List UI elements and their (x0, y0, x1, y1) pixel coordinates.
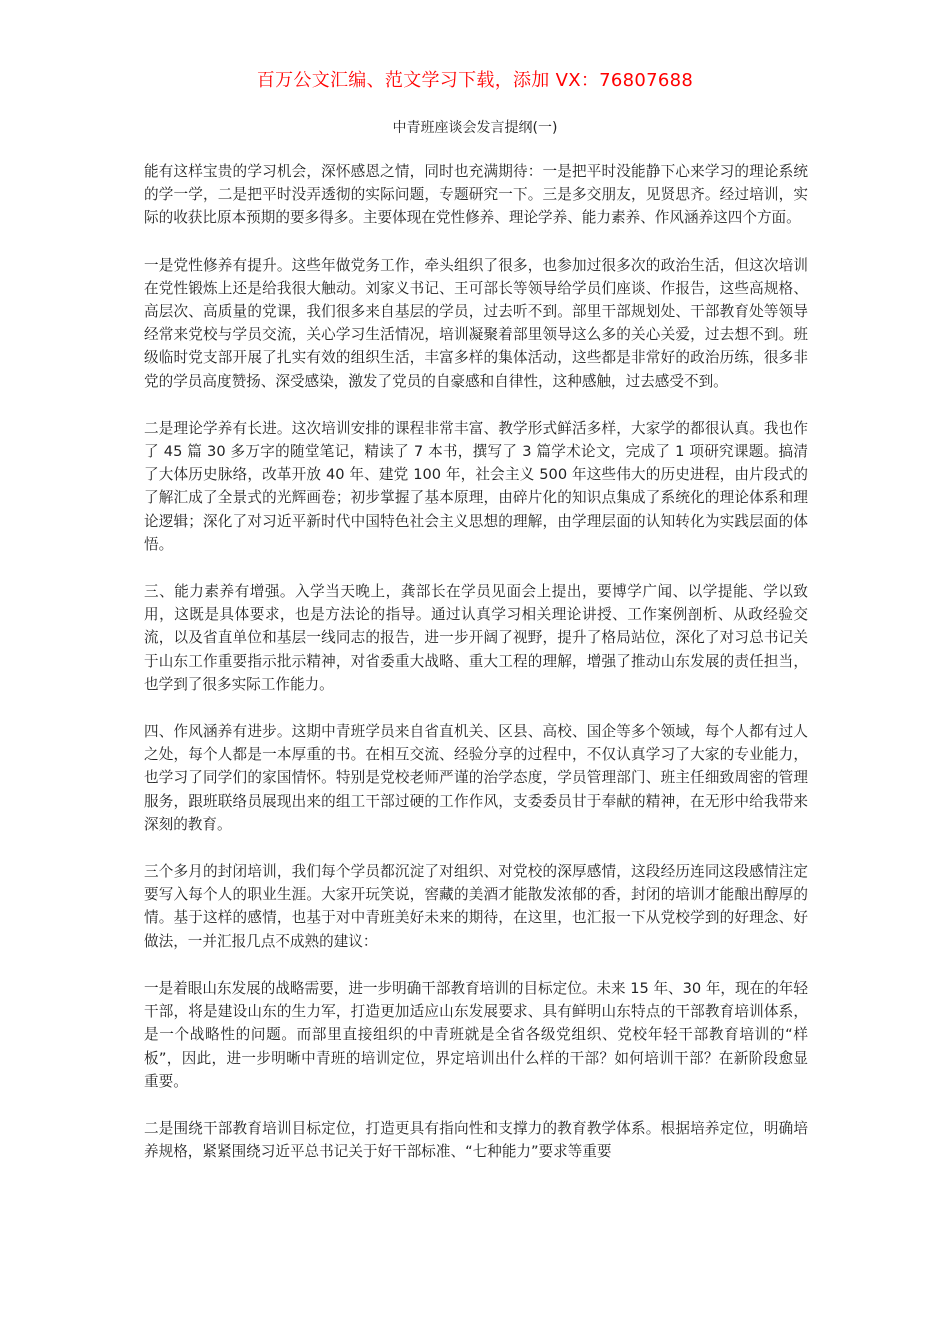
paragraph-closed-training: 三个多月的封闭培训，我们每个学员都沉淀了对组织、对党校的深厚感情，这段经历连同这段感情注定要写入每个人的职业生涯。大家开玩笑说，窖藏的美酒才能散发浓郁的香，封闭的培训才能酿出醇厚的情。基于这样的感情，也基于对中青班美好未来的期待，在这里，也汇报一下从党校学到的好理念、好做法，一并汇报几点不成熟的建议： (144, 863, 808, 950)
promo-banner: 百万公文汇编、范文学习下载，添加 VX：76807688 (256, 70, 694, 91)
paragraph-theory: 二是理论学养有长进。这次培训安排的课程非常丰富、教学形式鲜活多样，大家学的都很认真。我也作了 45 篇 30 多万字的随堂笔记，精读了 7 本书，撰写了 3 篇学术论文，完成了 1 项研究课题。搞清了大体历史脉络，改革开放 40 年、建党 100 年，社会主义 500 年这些伟大的历史进程，由片段式的了解汇成了全景式的光辉画卷；初步掌握了基本原理，由碎片化的知识点集成了系统化的理论体系和理论逻辑；深化了对习近平新时代中国特色社会主义思想的理解，由学理层面的认知转化为实践层面的体悟。 (144, 419, 808, 553)
paragraph-suggestion-1: 一是着眼山东发展的战略需要，进一步明确干部教育培训的目标定位。未来 15 年、30 年，现在的年轻干部，将是建设山东的生力军，打造更加适应山东发展要求、具有鲜明山东特点的干部教育培训体系，是一个战略性的问题。而部里直接组织的中青班就是全省各级党组织、党校年轻干部教育培训的“样板”，因此，进一步明晰中青班的培训定位，界定培训出什么样的干部？如何培训干部？在新阶段愈显重要。 (144, 979, 808, 1090)
paragraph-suggestion-2: 二是围绕干部教育培训目标定位，打造更具有指向性和支撑力的教育教学体系。根据培养定位，明确培养规格，紧紧围绕习近平总书记关于好干部标准、“七种能力”要求等重要 (144, 1119, 808, 1161)
paragraph-intro: 能有这样宝贵的学习机会，深怀感恩之情，同时也充满期待：一是把平时没能静下心来学习的理论系统的学一学，二是把平时没弄透彻的实际问题，专题研究一下。三是多交朋友，见贤思齐。经过培训，实际的收获比原本预期的要多得多。主要体现在党性修养、理论学养、能力素养、作风涵养这四个方面。 (144, 163, 808, 227)
document-body (144, 160, 808, 1187)
paragraph-style: 四、作风涵养有进步。这期中青班学员来自省直机关、区县、高校、国企等多个领域，每个人都有过人之处，每个人都是一本厚重的书。在相互交流、经验分享的过程中，不仅认真学习了大家的专业能力，也学习了同学们的家国情怀。特别是党校老师严谨的治学态度，学员管理部门、班主任细致周密的管理服务，跟班联络员展现出来的组工干部过硬的工作作风，支委委员甘于奉献的精神，在无形中给我带来深刻的教育。 (144, 723, 808, 833)
paragraph-party-spirit: 一是党性修养有提升。这些年做党务工作，牵头组织了很多，也参加过很多次的政治生活，但这次培训在党性锻炼上还是给我很大触动。刘家义书记、王可部长等领导给学员们座谈、作报告，这些高规格、高层次、高质量的党课，我们很多来自基层的学员，过去听不到。部里干部规划处、干部教育处等领导经常来党校与学员交流，关心学习生活情况，培训凝聚着部里领导这么多的关心关爱，过去想不到。班级临时党支部开展了扎实有效的组织生活，丰富多样的集体活动，这些都是非常好的政治历练，很多非党的学员高度赞扬、深受感染，激发了党员的自豪感和自律性，这种感触，过去感受不到。 (144, 256, 808, 390)
paragraph-ability: 三、能力素养有增强。入学当天晚上，龚部长在学员见面会上提出，要博学广闻、以学提能、学以致用，这既是具体要求，也是方法论的指导。通过认真学习相关理论讲授、工作案例剖析、从政经验交流，以及省直单位和基层一线同志的报告，进一步开阔了视野，提升了格局站位，深化了对习总书记关于山东工作重要指示批示精神，对省委重大战略、重大工程的理解，增强了推动山东发展的责任担当，也学到了很多实际工作能力。 (144, 583, 808, 693)
document-title: 中青班座谈会发言提纲(一) (392, 120, 558, 136)
